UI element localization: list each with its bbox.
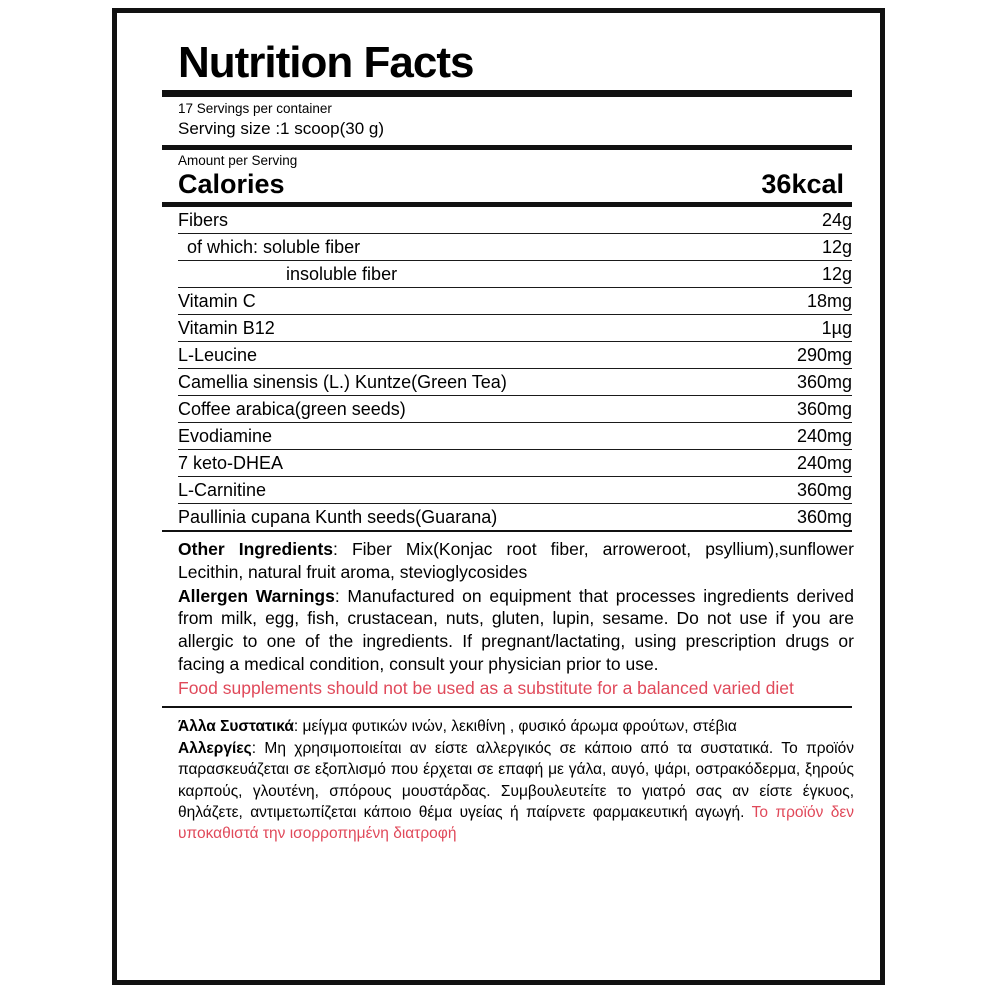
disclaimer-english: Food supplements should not be used as a substitute for a balanced varied diet bbox=[178, 677, 794, 698]
servings-per-container: 17 Servings per container bbox=[178, 100, 332, 116]
nutrient-name: L-Carnitine bbox=[178, 480, 267, 501]
greek-other-ingredients-paragraph bbox=[178, 716, 854, 737]
nutrient-row bbox=[178, 342, 852, 369]
nutrient-value: 240mg bbox=[796, 426, 852, 447]
nutrient-table bbox=[178, 207, 852, 530]
nutrient-name: Vitamin C bbox=[178, 291, 256, 312]
greek-other-ingredients-label: Άλλα Συστατικά bbox=[178, 718, 294, 736]
nutrient-row bbox=[178, 504, 852, 530]
nutrient-value: 290mg bbox=[796, 345, 852, 366]
nutrient-row bbox=[178, 369, 852, 396]
serving-info-block bbox=[162, 97, 852, 145]
greek-allergen-paragraph bbox=[178, 738, 854, 843]
nutrient-value: 240mg bbox=[796, 453, 852, 474]
nutrient-value: 360mg bbox=[796, 507, 852, 528]
nutrient-row bbox=[178, 315, 852, 342]
greek-allergen-text: : Μη χρησιμοποιείται αν είστε αλλεργικός σε κάποιο από τα συστατικά. Το προϊόν παρασκευάζεται σε εξοπλισμό που έρχεται σε επαφή με γάλα, αυγό, ψάρι, οστρακόδερμα, ξηρούς καρπούς, γλουτένη, σπόρους μουστάρδας. Συμβουλευτείτε το γιατρό σας αν είστε έγκυος, θηλάζετε, αντιμετωπίζεται κάποιο θέμα υγείας ή παίρνετε φαρμακευτική αγωγή. bbox=[178, 740, 854, 821]
nutrient-row bbox=[178, 450, 852, 477]
nutrient-name: Vitamin B12 bbox=[178, 318, 275, 339]
nutrient-row bbox=[178, 207, 852, 234]
nutrient-value: 360mg bbox=[796, 399, 852, 420]
nutrient-name: Paullinia cupana Kunth seeds(Guarana) bbox=[178, 507, 498, 528]
allergen-warnings-text: : Manufactured on equipment that processes ingredients derived from milk, egg, fish, crustacean, nuts, gluten, lupin, sesame. Do not use if you are allergic to one of the ingredients. If pregnant/lactating, using prescription drugs or facing a medical condition, consult your physician prior to use. bbox=[178, 585, 854, 674]
other-ingredients-text: : Fiber Mix(Konjac root fiber, arroweroot, psyllium),sunflower Lecithin, natural fruit aroma, stevioglycosides bbox=[178, 539, 854, 582]
nutrient-name: Fibers bbox=[178, 210, 229, 231]
nutrient-value: 360mg bbox=[796, 480, 852, 501]
greek-info-block bbox=[178, 708, 854, 843]
page-title: Nutrition Facts bbox=[178, 38, 474, 87]
greek-other-ingredients-text: : μείγμα φυτικών ινών, λεκιθίνη , φυσικό άρωμα φρούτων, στέβια bbox=[293, 718, 737, 736]
nutrient-name: L-Leucine bbox=[178, 345, 258, 366]
nutrient-name: insoluble fiber bbox=[286, 264, 398, 285]
nutrient-row bbox=[178, 234, 852, 261]
nutrient-value: 1µg bbox=[821, 318, 852, 339]
nutrition-label-content bbox=[162, 38, 855, 845]
nutrient-row bbox=[178, 396, 852, 423]
nutrient-name: Evodiamine bbox=[178, 426, 273, 447]
other-ingredients-paragraph bbox=[178, 538, 854, 584]
allergen-warnings-label: Allergen Warnings bbox=[178, 585, 335, 606]
nutrient-value: 24g bbox=[821, 210, 852, 231]
disclaimer-greek: Το προϊόν δεν υποκαθιστά την ισορροπημένη διατροφή bbox=[178, 803, 855, 842]
amount-per-serving-label: Amount per Serving bbox=[178, 152, 298, 168]
nutrient-name: of which: soluble fiber bbox=[187, 237, 361, 258]
nutrient-value: 360mg bbox=[796, 372, 852, 393]
calories-value: 36kcal bbox=[761, 169, 844, 200]
nutrient-row bbox=[178, 261, 852, 288]
nutrient-value: 18mg bbox=[806, 291, 852, 312]
serving-size: Serving size :1 scoop(30 g) bbox=[178, 118, 384, 138]
nutrient-row bbox=[178, 423, 852, 450]
calories-row bbox=[162, 169, 852, 202]
nutrient-name: Camellia sinensis (L.) Kuntze(Green Tea) bbox=[178, 372, 507, 393]
nutrient-row bbox=[178, 288, 852, 315]
nutrient-row bbox=[178, 477, 852, 504]
nutrient-name: 7 keto-DHEA bbox=[178, 453, 284, 474]
english-info-block bbox=[178, 532, 854, 699]
nutrient-value: 12g bbox=[821, 237, 852, 258]
divider-under-title bbox=[162, 90, 852, 97]
nutrition-label-frame bbox=[112, 8, 885, 985]
other-ingredients-label: Other Ingredients bbox=[178, 539, 334, 560]
allergen-warnings-paragraph bbox=[178, 585, 854, 676]
greek-allergen-label: Αλλεργίες bbox=[178, 740, 252, 758]
nutrient-name: Coffee arabica(green seeds) bbox=[178, 399, 406, 420]
calories-label: Calories bbox=[178, 169, 285, 200]
nutrient-value: 12g bbox=[821, 264, 852, 285]
